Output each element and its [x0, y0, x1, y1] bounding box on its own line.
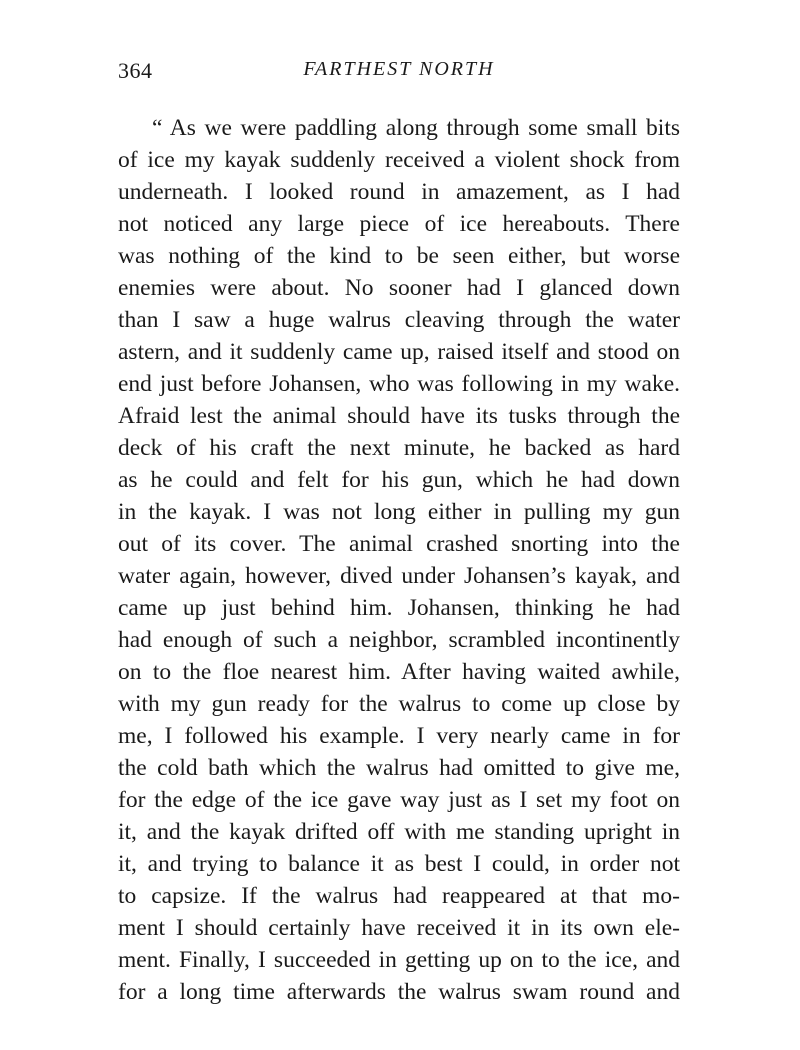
running-head	[118, 58, 680, 88]
body-text	[118, 112, 680, 1008]
text-line: the cold bath which the walrus had omitted to give me,	[118, 755, 680, 781]
text-line: end just before Johansen, who was following in my wake.	[118, 371, 680, 397]
text-line: water again, however, dived under Johansen’s kayak, and	[118, 563, 680, 589]
text-line: of ice my kayak suddenly received a violent shock from	[118, 147, 680, 173]
text-line: was nothing of the kind to be seen either, but worse	[118, 243, 680, 269]
text-line: “ As we were paddling along through some small bits	[152, 115, 680, 141]
text-line: on to the floe nearest him. After having waited awhile,	[118, 659, 680, 685]
text-line: enemies were about. No sooner had I glanced down	[118, 275, 680, 301]
text-line: had enough of such a neighbor, scrambled incontinently	[118, 627, 680, 653]
text-line: than I saw a huge walrus cleaving through the water	[118, 307, 680, 333]
text-line: came up just behind him. Johansen, thinking he had	[118, 595, 680, 621]
text-line: for the edge of the ice gave way just as I set my foot on	[118, 787, 680, 813]
page-number: 364	[118, 58, 153, 83]
text-line: ment. Finally, I succeeded in getting up on to the ice, and	[118, 947, 680, 973]
text-line: with my gun ready for the walrus to come up close by	[118, 691, 680, 717]
text-line: as he could and felt for his gun, which he had down	[118, 467, 680, 493]
text-line: Afraid lest the animal should have its tusks through the	[118, 403, 680, 429]
text-line: ment I should certainly have received it in its own ele-	[118, 915, 680, 941]
text-line: not noticed any large piece of ice hereabouts. There	[118, 211, 680, 237]
text-line: for a long time afterwards the walrus swam round and	[118, 979, 680, 1005]
text-line: deck of his craft the next minute, he backed as hard	[118, 435, 680, 461]
text-line: me, I followed his example. I very nearly came in for	[118, 723, 680, 749]
text-line: astern, and it suddenly came up, raised itself and stood on	[118, 339, 680, 365]
running-title: FARTHEST NORTH	[303, 58, 495, 80]
text-line: to capsize. If the walrus had reappeared at that mo-	[118, 883, 680, 909]
text-line: in the kayak. I was not long either in pulling my gun	[118, 499, 680, 525]
text-line: it, and the kayak drifted off with me standing upright in	[118, 819, 680, 845]
text-line: it, and trying to balance it as best I could, in order not	[118, 851, 680, 877]
text-line: underneath. I looked round in amazement, as I had	[118, 179, 680, 205]
text-line: out of its cover. The animal crashed snorting into the	[118, 531, 680, 557]
